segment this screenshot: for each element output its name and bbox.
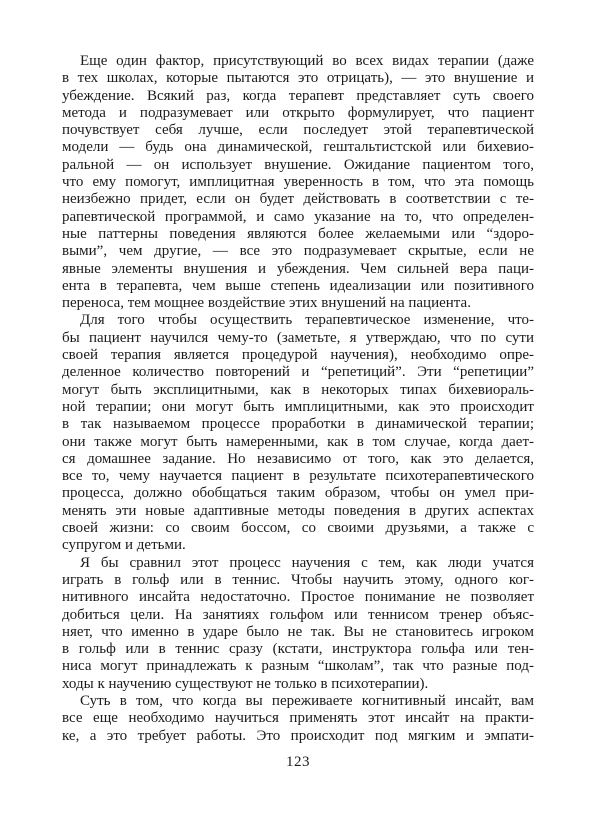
text-line: ходы к научению существуют не только в психотерапии). [62, 675, 429, 692]
text-line: убеждение. Всякий раз, когда терапевт представляет суть своего [62, 87, 534, 104]
text-line: ной терапии; они могут быть имплицитными, как это происходит [62, 398, 534, 415]
text-line: метода и подразумевает или открыто формулирует, что пациент [62, 104, 534, 121]
paragraph [62, 312, 534, 554]
paragraph [62, 53, 534, 312]
text-line: модели — будь она динамической, гештальтистской или бихевио- [62, 139, 534, 156]
text-line: Суть в том, что когда вы переживаете когнитивный инсайт, вам [80, 692, 534, 709]
text-line: играть в гольф или в теннис. Чтобы научить этому, одного ког- [62, 571, 534, 588]
text-line: рапевтической программой, и само указание на то, что определен- [62, 208, 534, 225]
text-line: Для того чтобы осуществить терапевтическое изменение, что- [80, 312, 534, 329]
page-number: 123 [286, 754, 310, 770]
page-text-block [62, 53, 534, 745]
text-line: явные элементы внушения и убеждения. Чем сильней вера паци- [62, 260, 534, 277]
text-line: все еще необходимо научиться применять этот инсайт на практи- [62, 710, 534, 727]
text-line: почувствует себя лучше, если последует этой терапевтической [62, 122, 534, 139]
paragraph [62, 555, 534, 693]
text-line: ся домашнее задание. Но независимо от того, как это делается, [62, 450, 534, 467]
text-line: все то, чему научается пациент в результате психотерапевтического [62, 468, 534, 485]
text-line: в так называемом процессе проработки в динамической терапии; [62, 416, 534, 433]
text-line: ента в терапевта, чем выше степень идеализации или позитивного [62, 277, 534, 294]
text-line: своей терапия является процедурой научения), необходимо опре- [62, 347, 534, 364]
text-line: ке, а это требует работы. Это происходит под мягким и эмпати- [62, 727, 534, 744]
text-line: деленное количество повторений и “репетиций”. Эти “репетиции” [62, 364, 534, 381]
text-line: няет, что именно в ударе было не так. Вы не становитесь игроком [62, 623, 534, 640]
text-line: что ему помогут, имплицитная уверенность в том, что эта помощь [62, 174, 534, 191]
text-line: Я бы сравнил этот процесс научения с тем, как люди учатся [80, 554, 534, 571]
text-line: ные паттерны поведения являются более желаемыми или “здоро- [62, 225, 534, 242]
text-line: неизбежно придет, если он будет действовать в соответствии с те- [62, 191, 534, 208]
text-line: ральной — он использует внушение. Ожидание пациентом того, [62, 156, 534, 173]
text-line: добиться цели. На занятиях гольфом или теннисом тренер объяс- [62, 606, 534, 623]
text-line: ниса могут принадлежать к разным “школам”, так что разные под- [62, 658, 534, 675]
text-line: они также могут быть намеренными, как в том случае, когда дает- [62, 433, 534, 450]
text-line: переноса, тем мощнее воздействие этих внушений на пациента. [62, 295, 471, 312]
text-line: в гольф или в теннис сразу (кстати, инструктора гольфа или тен- [62, 641, 534, 658]
text-line: супругом и детьми. [62, 537, 186, 554]
text-line: менять эти новые адаптивные методы поведения в других аспектах [62, 502, 534, 519]
paragraph [62, 693, 534, 745]
text-line: Еще один фактор, присутствующий во всех видах терапии (даже [80, 53, 534, 69]
text-line: процесса, должно обобщаться таким образом, чтобы он умел при- [62, 485, 534, 502]
text-line: своей жизни: со своим боссом, со своими друзьями, а также с [62, 520, 534, 537]
text-line: бы пациент научился чему-то (заметьте, я утверждаю, что по сути [62, 329, 534, 346]
text-line: могут быть эксплицитными, как в некоторых типах бихевиораль- [62, 381, 534, 398]
text-line: в тех школах, которые пытаются это отрицать), — это внушение и [62, 70, 534, 87]
text-line: нитивного инсайта недостаточно. Простое понимание не позволяет [62, 589, 534, 606]
text-line: выми”, чем другие, — все это подразумевает скрытые, если не [62, 243, 534, 260]
